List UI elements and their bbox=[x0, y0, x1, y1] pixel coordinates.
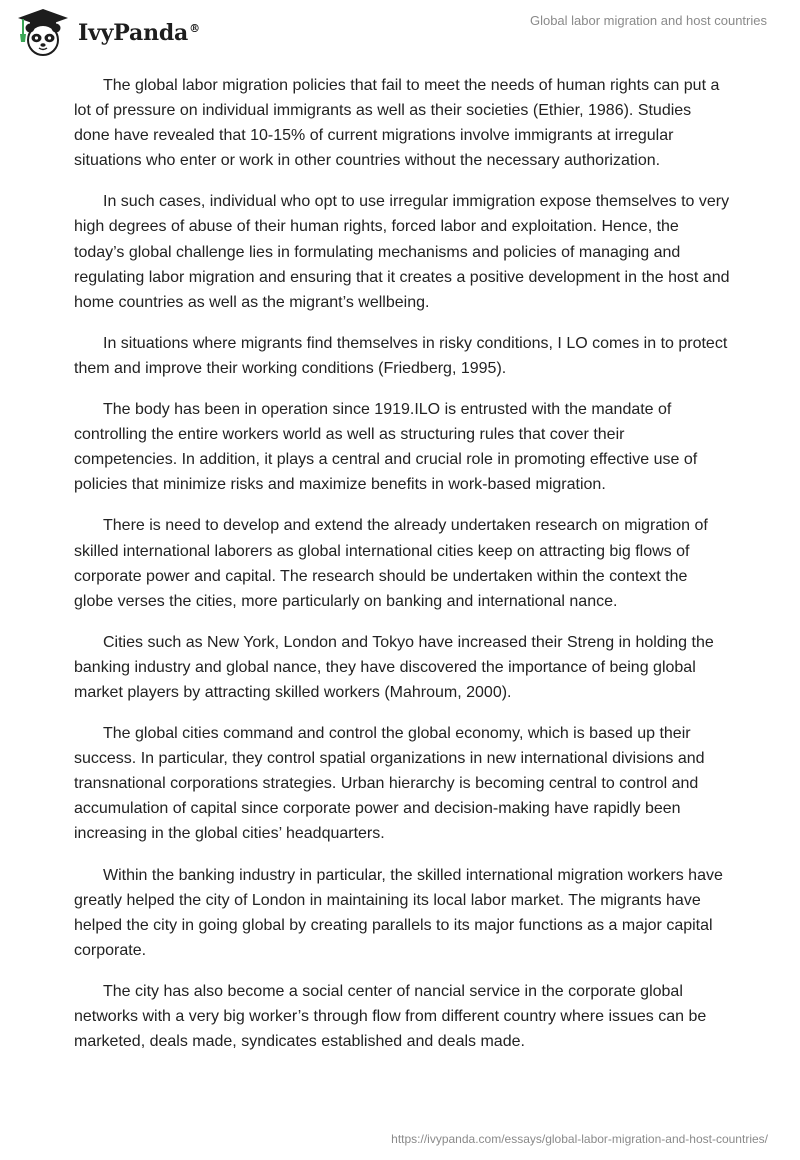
paragraph: In such cases, individual who opt to use irregular immigration expose themselves to very high degrees of abuse of their human rights, forced labor and exploitation. Hence, the today’s global challenge lies in formulating mechanisms and policies of managing and regulating labor migration and ensuring that it creates a positive development in the host and home countries as well as the migrant’s wellbeing. bbox=[74, 193, 730, 311]
panda-graduate-icon bbox=[12, 6, 72, 58]
paragraph: In situations where migrants find themselves in risky conditions, I LO comes in to protect them and improve their working conditions (Friedberg, 1995). bbox=[74, 334, 728, 377]
paragraph: Cities such as New York, London and Tokyo have increased their Streng in holding the banking industry and global nance, they have discovered the importance of being global market players by attracting skilled workers (Mahroum, 2000). bbox=[74, 633, 714, 701]
paragraph: Within the banking industry in particular, the skilled international migration workers have greatly helped the city of London in maintaining its local labor market. The migrants have helped the city in going global by creating parallels to its major functions as a major capital corporate. bbox=[74, 866, 723, 959]
document-title: Global labor migration and host countries bbox=[529, 13, 767, 28]
brand-name: IvyPanda® bbox=[78, 20, 200, 46]
paragraph: The body has been in operation since 1919.ILO is entrusted with the mandate of controlling the entire workers world as well as structuring rules that cover their competencies. In addition, it plays a central and crucial role in promoting effective use of policies that minimize risks and maximize benefits in work-based migration. bbox=[74, 401, 698, 494]
essay-body bbox=[74, 73, 730, 1070]
paragraph: The global cities command and control the global economy, which is based up their success. In particular, they control spatial organizations in new international divisions and transnational corporations strategies. Urban hierarchy is becoming central to control and accumulation of capital since corporate power and decision-making have rapidly been increasing in the global cities’ headquarters. bbox=[74, 725, 705, 843]
paragraph: The city has also become a social center of nancial service in the corporate global networks with a very big worker’s through flow from different country where issues can be marketed, deals made, syndicates established and deals made. bbox=[74, 982, 707, 1051]
source-url[interactable]: https://ivypanda.com/essays/global-labor-migration-and-host-countries/ bbox=[391, 1132, 768, 1146]
page-header bbox=[0, 0, 800, 60]
registered-mark: ® bbox=[189, 21, 200, 35]
paragraph: There is need to develop and extend the already undertaken research on migration of skilled international laborers as global international cities keep on attracting big flows of corporate power and capital. The research should be undertaken within the context the globe verses the cities, more particularly on banking and international nance. bbox=[74, 517, 708, 610]
paragraph: The global labor migration policies that fail to meet the needs of human rights can put a lot of pressure on individual immigrants as well as their societies (Ethier, 1986). Studies done have revealed that 10-15% of current migrations involve immigrants at irregular situations who enter or work in other countries without the necessary authorization. bbox=[74, 77, 720, 170]
brand-logo[interactable] bbox=[12, 6, 200, 58]
